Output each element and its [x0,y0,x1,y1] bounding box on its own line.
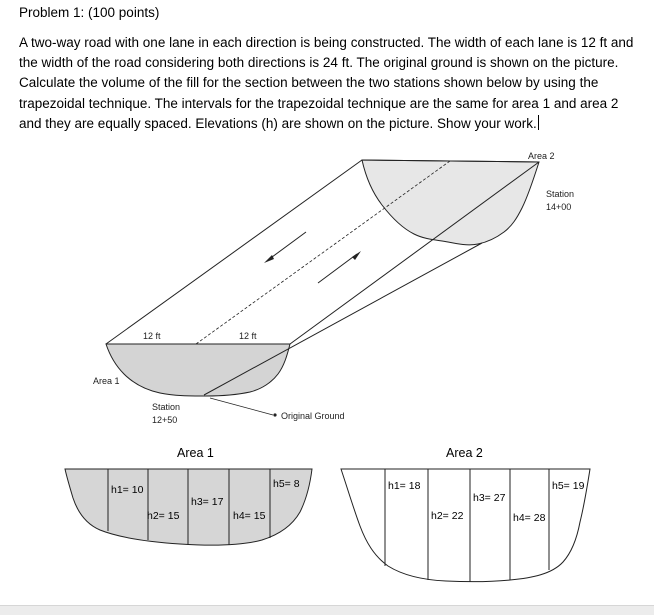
area2-h2-label: h2= 22 [431,510,464,522]
arrow-head-right [352,251,361,260]
problem-heading: Problem 1: (100 points) [19,5,160,20]
area1-title: Area 1 [177,446,214,460]
area2-h4-label: h4= 28 [513,512,546,524]
area1-h2-label: h2= 15 [147,510,180,522]
arrow-head-left [264,255,274,263]
area2-title: Area 2 [446,446,483,460]
station-far-value: 14+00 [546,202,572,212]
lane2-width-label: 12 ft [239,331,257,341]
lane-arrow-right [318,254,357,283]
ground-leader-line [210,398,273,415]
station-near-value: 12+50 [152,415,178,425]
area1-h4-label: h4= 15 [233,510,266,522]
area1-h3-label: h3= 17 [191,496,224,508]
area1-h1-label: h1= 10 [111,484,144,496]
area1-diagram-label: Area 1 [93,376,120,386]
lane-arrow-left [268,232,306,260]
area2-diagram-label: Area 2 [528,151,555,161]
station-near-label: Station [152,402,181,412]
area1-h5-label: h5= 8 [273,478,300,490]
area2-h5-label: h5= 19 [552,480,585,492]
problem-body: A two-way road with one lane in each direction is being constructed. The width of each lane is 12 ft and the width of the road considering both directions is 24 ft. The original ground is shown on the picture. Calculate the volume of the fill for the section between the two stations shown below by using the trapezoidal technique. The intervals for the trapezoidal technique are the same for area 1 and area 2 and they are equally spaced. Elevations (h) are shown on the picture. Show your work. [19,35,634,131]
far-section-fill [362,160,539,245]
near-section-fill [106,344,290,396]
area2-h3-label: h3= 27 [473,492,506,504]
area2-h1-label: h1= 18 [388,480,421,492]
lane1-width-label: 12 ft [143,331,161,341]
ground-leader-dot [273,413,276,416]
bottom-slope-line [204,243,482,395]
station-far-label: Station [546,189,575,199]
original-ground-label: Original Ground [281,411,345,421]
